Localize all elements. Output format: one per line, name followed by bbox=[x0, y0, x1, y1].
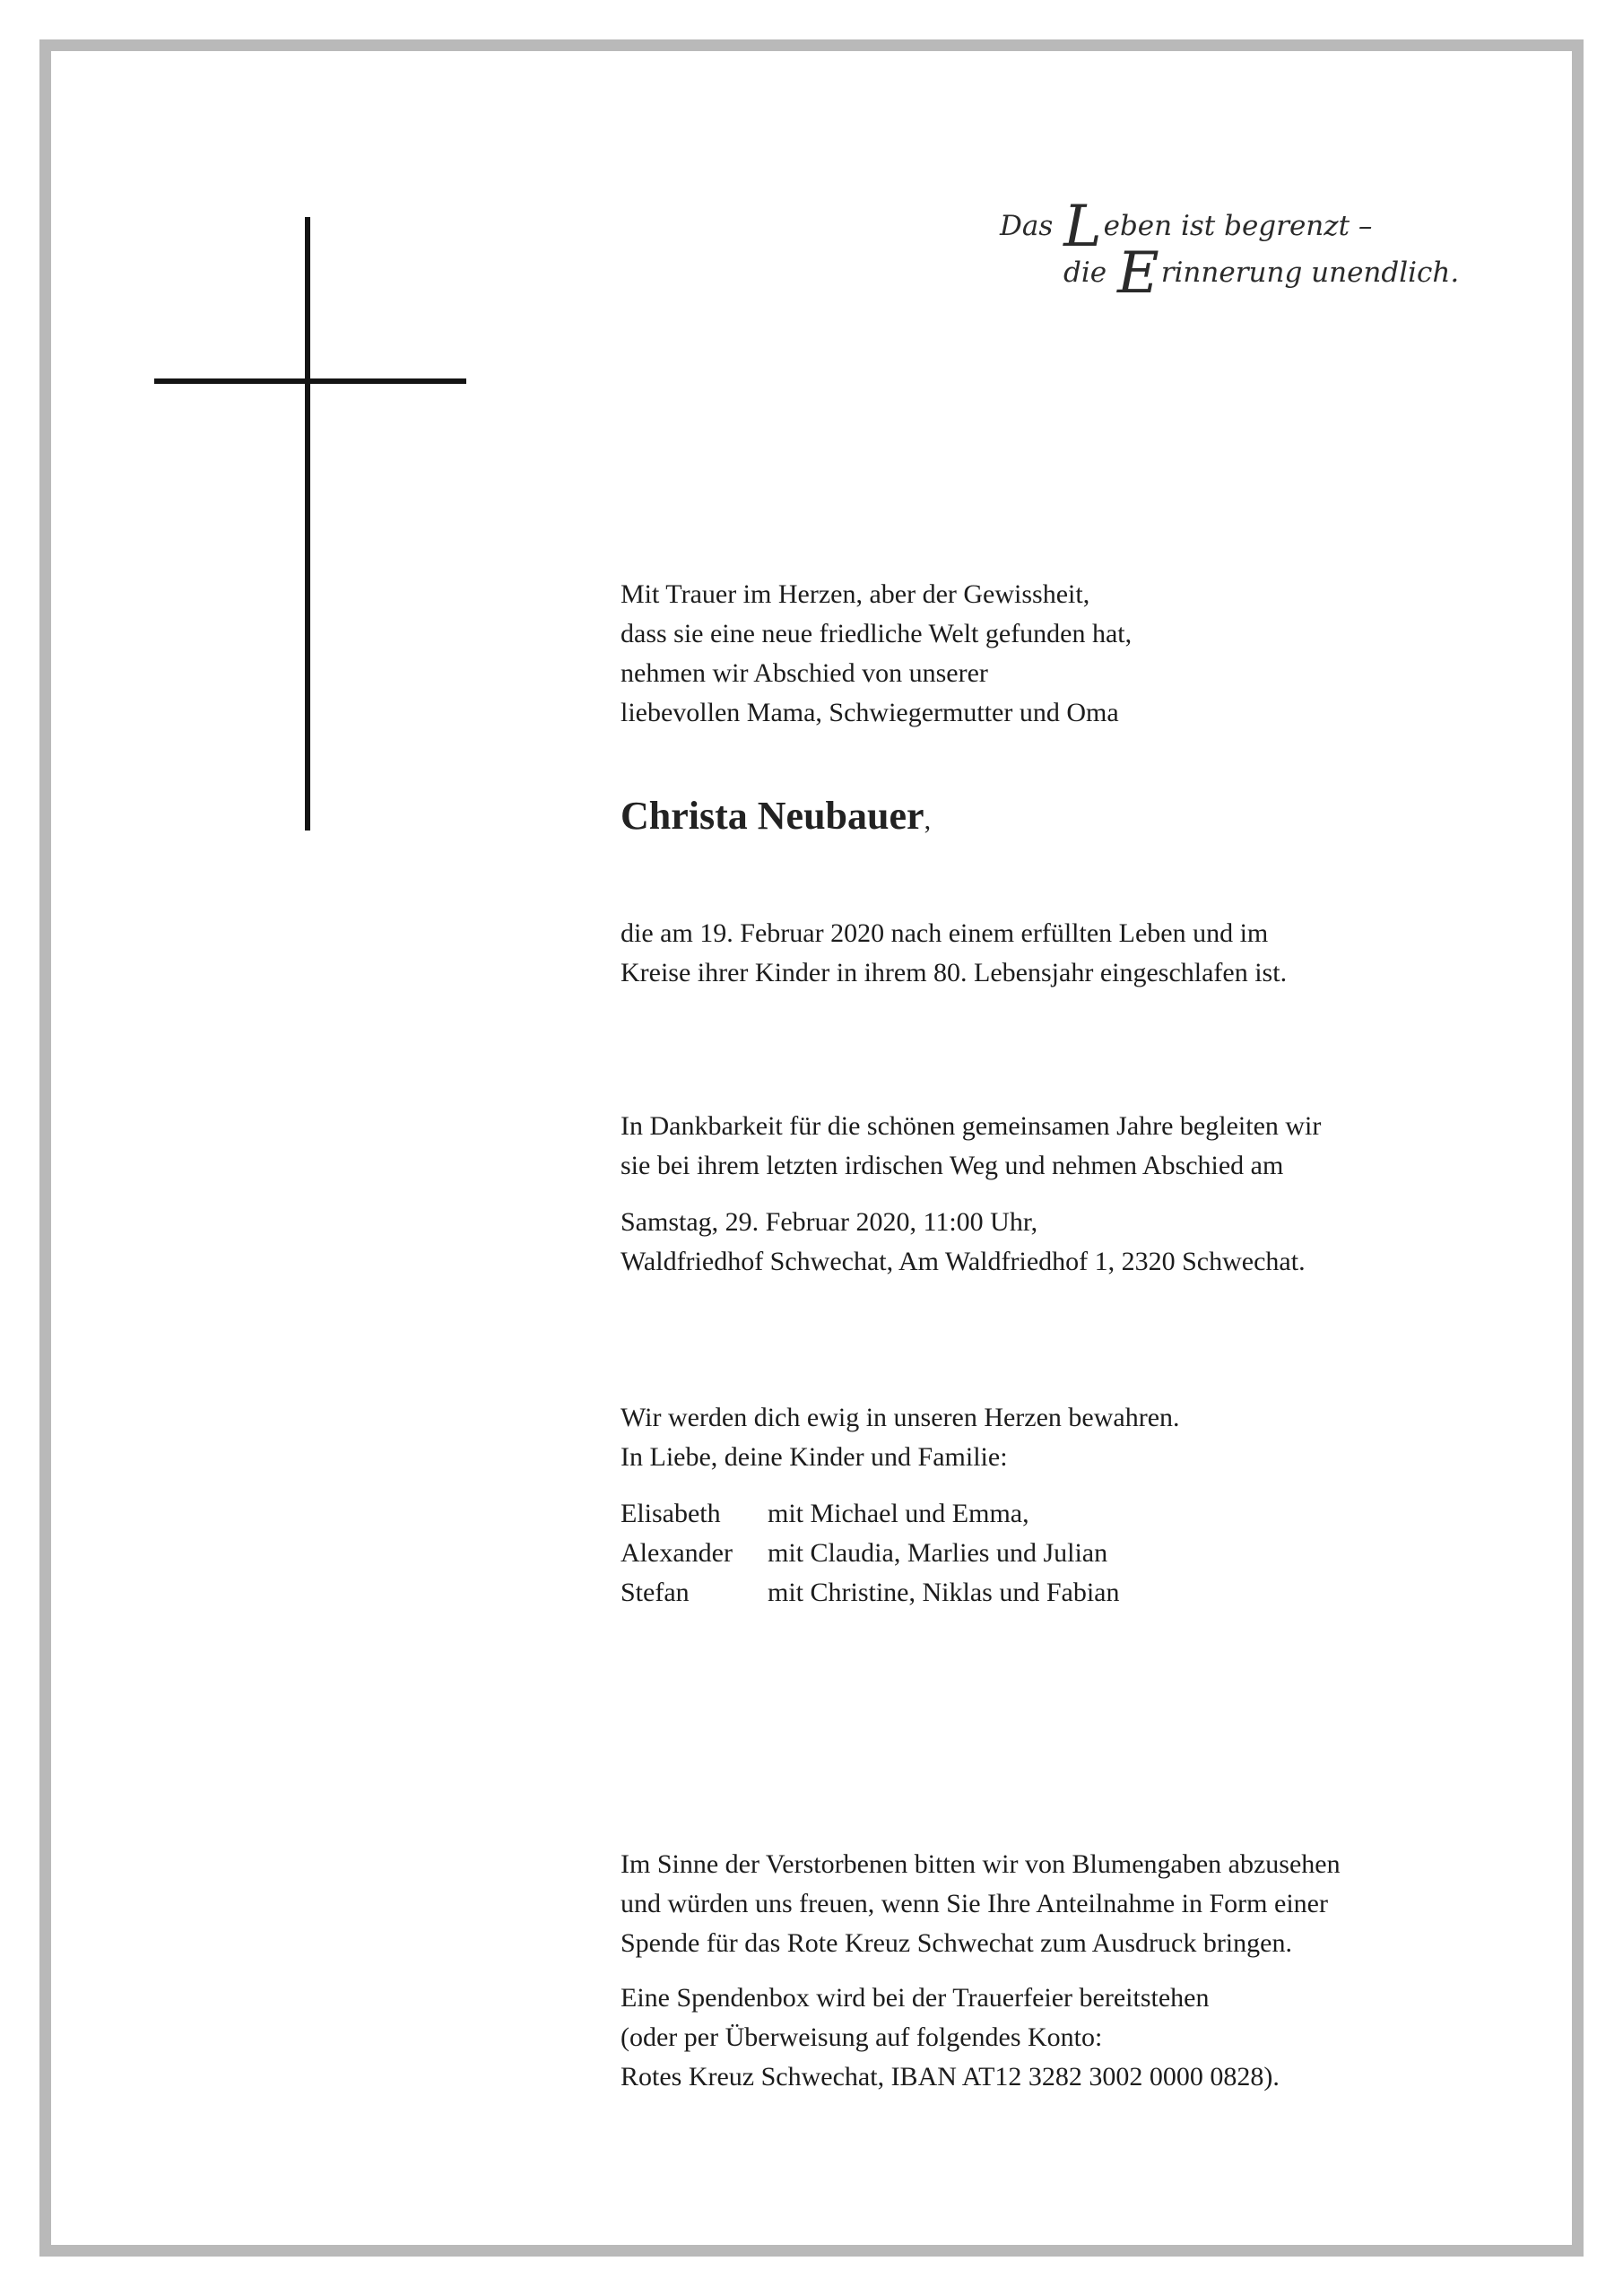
intro-line: dass sie eine neue friedliche Welt gefunden hat, bbox=[621, 619, 1133, 648]
motto-line-1-start: Das bbox=[1000, 210, 1054, 242]
farewell-line: In Dankbarkeit für die schönen gemeinsamen Jahre begleiten wir bbox=[621, 1111, 1322, 1141]
family-member-name: Alexander bbox=[621, 1538, 733, 1568]
intro-line: liebevollen Mama, Schwiegermutter und Oma bbox=[621, 698, 1119, 727]
motto-line-2-rest: rinnerung unendlich. bbox=[1160, 257, 1460, 289]
donation-box-line: (oder per Überweisung auf folgendes Konto: bbox=[621, 2022, 1103, 2052]
ceremony-details bbox=[621, 1203, 1481, 1282]
donation-box-line: Eine Spendenbox wird bei der Trauerfeier bereitstehen bbox=[621, 1983, 1210, 2013]
motto-line-1 bbox=[897, 194, 1471, 260]
motto-line-2 bbox=[897, 240, 1471, 307]
deceased-name-comma: , bbox=[924, 805, 932, 835]
deceased-name-heading bbox=[621, 791, 1481, 846]
donation-line: Im Sinne der Verstorbenen bitten wir von Blumengaben abzusehen bbox=[621, 1849, 1341, 1879]
donation-request-paragraph bbox=[621, 1845, 1481, 1963]
family-member-relatives: mit Christine, Niklas und Fabian bbox=[768, 1578, 1120, 1607]
motto-quote bbox=[897, 194, 1471, 307]
motto-line-1-rest: eben ist begrenzt – bbox=[1103, 210, 1373, 242]
bank-account-line: Rotes Kreuz Schwechat, IBAN AT12 3282 3002 0000 0828). bbox=[621, 2062, 1280, 2092]
family-member-name: Stefan bbox=[621, 1578, 690, 1607]
passing-paragraph bbox=[621, 914, 1481, 993]
intro-line: nehmen wir Abschied von unserer bbox=[621, 658, 988, 688]
passing-line: Kreise ihrer Kinder in ihrem 80. Lebensjahr eingeschlafen ist. bbox=[621, 958, 1288, 987]
family-row bbox=[621, 1573, 1481, 1613]
cross-icon-vertical-beam bbox=[305, 217, 310, 831]
family-list bbox=[621, 1494, 1481, 1613]
motto-initial-l: L bbox=[1063, 194, 1102, 260]
love-line: In Liebe, deine Kinder und Familie: bbox=[621, 1442, 1008, 1472]
intro-paragraph bbox=[621, 575, 1481, 733]
family-row bbox=[621, 1534, 1481, 1573]
passing-line: die am 19. Februar 2020 nach einem erfüllten Leben und im bbox=[621, 918, 1269, 948]
motto-initial-e: E bbox=[1116, 240, 1159, 307]
family-member-relatives: mit Claudia, Marlies und Julian bbox=[768, 1538, 1108, 1568]
farewell-paragraph bbox=[621, 1107, 1481, 1186]
ceremony-date-time: Samstag, 29. Februar 2020, 11:00 Uhr, bbox=[621, 1207, 1038, 1237]
farewell-line: sie bei ihrem letzten irdischen Weg und nehmen Abschied am bbox=[621, 1151, 1284, 1180]
donation-line: und würden uns freuen, wenn Sie Ihre Anteilnahme in Form einer bbox=[621, 1889, 1328, 1918]
intro-line: Mit Trauer im Herzen, aber der Gewissheit, bbox=[621, 579, 1090, 609]
love-paragraph bbox=[621, 1398, 1481, 1477]
family-member-name: Elisabeth bbox=[621, 1499, 721, 1528]
love-line: Wir werden dich ewig in unseren Herzen bewahren. bbox=[621, 1403, 1180, 1432]
family-member-relatives: mit Michael und Emma, bbox=[768, 1499, 1029, 1528]
deceased-name: Christa Neubauer bbox=[621, 794, 924, 838]
family-row bbox=[621, 1494, 1481, 1534]
ceremony-location: Waldfriedhof Schwechat, Am Waldfriedhof 1, 2320 Schwechat. bbox=[621, 1247, 1306, 1276]
cross-icon-horizontal-beam bbox=[154, 378, 466, 384]
donation-box-paragraph bbox=[621, 1979, 1481, 2097]
motto-line-2-start: die bbox=[1063, 257, 1107, 289]
donation-line: Spende für das Rote Kreuz Schwechat zum Ausdruck bringen. bbox=[621, 1928, 1292, 1958]
